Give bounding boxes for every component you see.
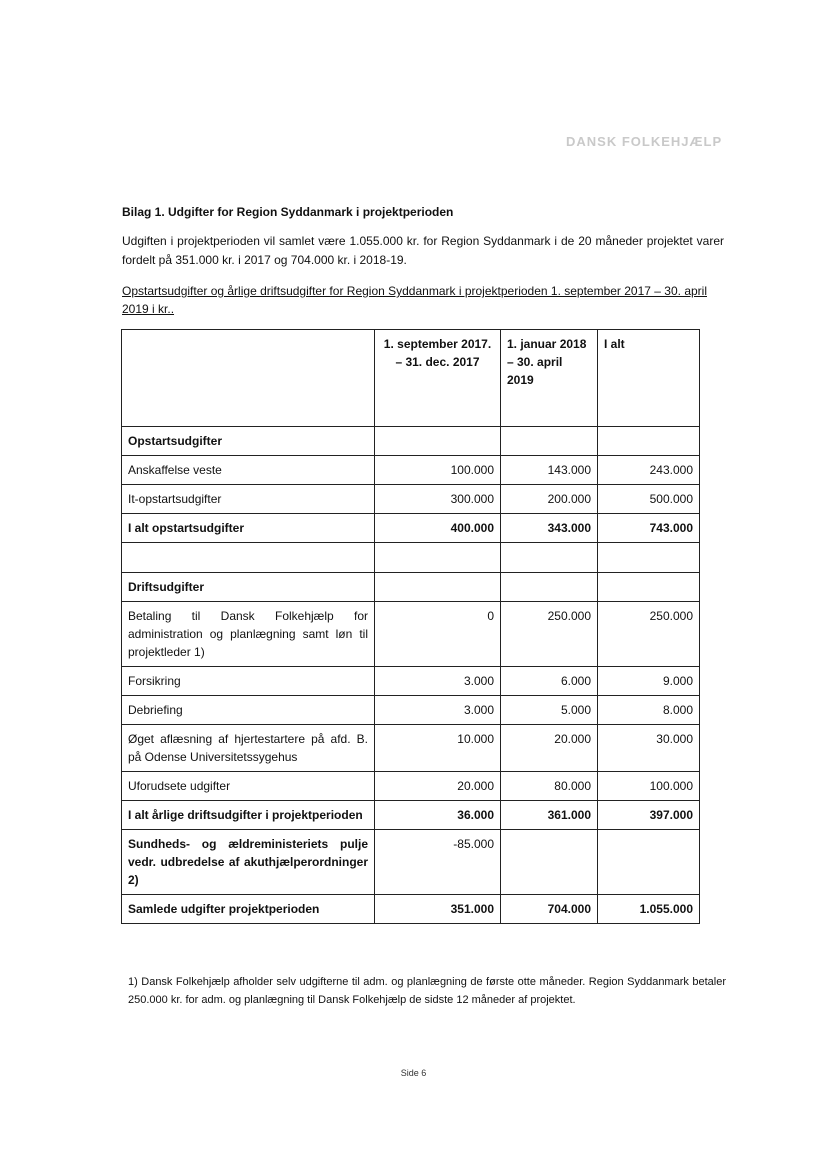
header-cell-period-2017: 1. september 2017. – 31. dec. 2017	[375, 330, 501, 427]
table-row	[122, 456, 700, 485]
row-label: Øget aflæsning af hjertestartere på afd. B. på Odense Universitetssygehus	[122, 725, 375, 772]
cell-total: 397.000	[598, 801, 700, 830]
empty-cell	[501, 543, 598, 573]
cell-2017: 0	[375, 602, 501, 667]
empty-cell	[501, 573, 598, 602]
subtotal-row	[122, 514, 700, 543]
table-caption: Opstartsudgifter og årlige driftsudgifter for Region Syddanmark i projektperioden 1. september 2017 – 30. april 2019 i kr..	[122, 284, 707, 316]
table-header-row	[122, 330, 700, 427]
cell-total: 1.055.000	[598, 895, 700, 924]
empty-cell	[375, 427, 501, 456]
cell-2017: 36.000	[375, 801, 501, 830]
cell-total: 500.000	[598, 485, 700, 514]
empty-cell	[598, 543, 700, 573]
cell-total: 9.000	[598, 667, 700, 696]
cell-2018-19: 361.000	[501, 801, 598, 830]
cell-2017: 100.000	[375, 456, 501, 485]
row-label: Betaling til Dansk Folkehjælp for administration og planlægning samt løn til projektleder 1)	[122, 602, 375, 667]
cell-2017: -85.000	[375, 830, 501, 895]
empty-cell	[122, 543, 375, 573]
empty-cell	[598, 573, 700, 602]
cell-2017: 3.000	[375, 667, 501, 696]
cell-2018-19: 704.000	[501, 895, 598, 924]
row-label: I alt opstartsudgifter	[122, 514, 375, 543]
row-label: Forsikring	[122, 667, 375, 696]
row-label: Uforudsete udgifter	[122, 772, 375, 801]
cell-total: 250.000	[598, 602, 700, 667]
cell-total: 8.000	[598, 696, 700, 725]
cell-total	[598, 830, 700, 895]
grand-total-row	[122, 895, 700, 924]
cell-total: 743.000	[598, 514, 700, 543]
cell-2018-19	[501, 830, 598, 895]
cell-2017: 400.000	[375, 514, 501, 543]
empty-cell	[375, 573, 501, 602]
cell-2018-19: 143.000	[501, 456, 598, 485]
footnote: 1) Dansk Folkehjælp afholder selv udgifterne til adm. og planlægning de første otte måneder. Region Syddanmark betaler 250.000 kr. for adm. og planlægning til Dansk Folkehjælp de sidste 12 måneder af projektet.	[128, 976, 726, 1006]
cell-2018-19: 80.000	[501, 772, 598, 801]
cell-2018-19: 250.000	[501, 602, 598, 667]
header-cell-total: I alt	[598, 330, 700, 427]
table-row	[122, 485, 700, 514]
table-row	[122, 602, 700, 667]
table-row	[122, 696, 700, 725]
row-label: I alt årlige driftsudgifter i projektperioden	[122, 801, 375, 830]
table-row	[122, 830, 700, 895]
organization-logo: DANSK FOLKEHJÆLP	[566, 134, 723, 149]
section-row-opstart	[122, 427, 700, 456]
table-row	[122, 772, 700, 801]
empty-cell	[375, 543, 501, 573]
spacer-row	[122, 543, 700, 573]
cell-total: 243.000	[598, 456, 700, 485]
row-label: Sundheds- og ældreministeriets pulje vedr. udbredelse af akuthjælperordninger 2)	[122, 830, 375, 895]
row-label: Samlede udgifter projektperioden	[122, 895, 375, 924]
header-cell-period-2018-19: 1. januar 2018 – 30. april 2019	[501, 330, 598, 427]
cell-2018-19: 200.000	[501, 485, 598, 514]
empty-cell	[501, 427, 598, 456]
cell-2018-19: 6.000	[501, 667, 598, 696]
header-cell-label	[122, 330, 375, 427]
cell-2017: 3.000	[375, 696, 501, 725]
budget-table	[121, 329, 700, 924]
empty-cell	[598, 427, 700, 456]
row-label: Debriefing	[122, 696, 375, 725]
cell-2018-19: 20.000	[501, 725, 598, 772]
section-row-drift	[122, 573, 700, 602]
subtotal-row	[122, 801, 700, 830]
cell-2017: 10.000	[375, 725, 501, 772]
table-row	[122, 667, 700, 696]
cell-2018-19: 5.000	[501, 696, 598, 725]
table-row	[122, 725, 700, 772]
page-number: Side 6	[400, 1068, 427, 1078]
row-label: Anskaffelse veste	[122, 456, 375, 485]
cell-total: 100.000	[598, 772, 700, 801]
section-label: Driftsudgifter	[122, 573, 375, 602]
intro-paragraph: Udgiften i projektperioden vil samlet være 1.055.000 kr. for Region Syddanmark i de 20 måneder projektet varer fordelt på 351.000 kr. i 2017 og 704.000 kr. i 2018-19.	[122, 234, 724, 267]
cell-total: 30.000	[598, 725, 700, 772]
cell-2017: 351.000	[375, 895, 501, 924]
section-label: Opstartsudgifter	[122, 427, 375, 456]
cell-2017: 20.000	[375, 772, 501, 801]
cell-2018-19: 343.000	[501, 514, 598, 543]
cell-2017: 300.000	[375, 485, 501, 514]
row-label: It-opstartsudgifter	[122, 485, 375, 514]
page-heading: Bilag 1. Udgifter for Region Syddanmark i projektperioden	[122, 205, 454, 219]
